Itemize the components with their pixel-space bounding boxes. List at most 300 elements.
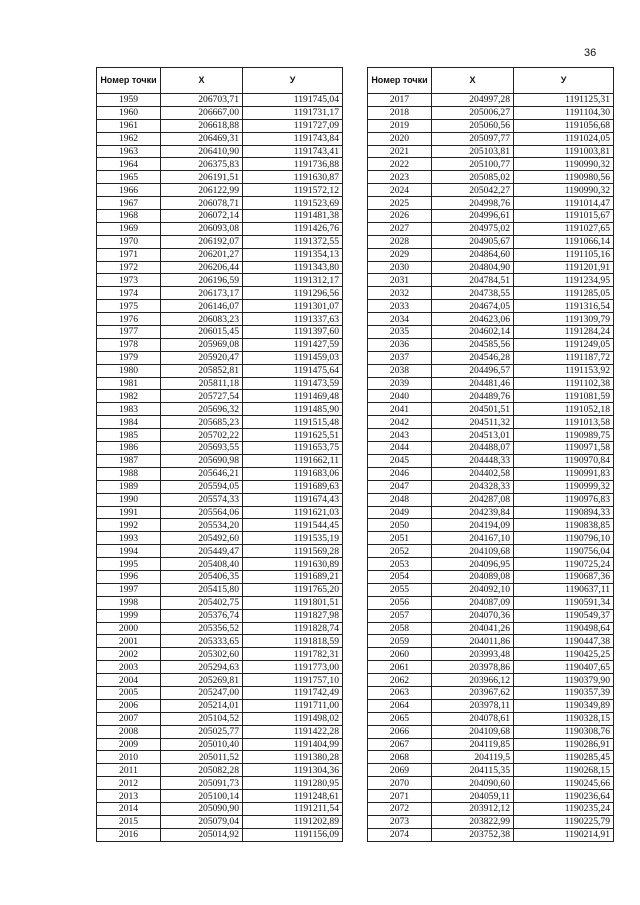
point-number-cell: 2033 — [368, 300, 432, 313]
point-number-cell: 2025 — [368, 197, 432, 210]
y-coordinate-cell: 1190725,24 — [514, 558, 614, 571]
x-coordinate-cell: 204239,84 — [432, 506, 514, 519]
point-number-cell: 1996 — [97, 570, 161, 583]
table-row — [368, 261, 614, 274]
point-number-cell: 2014 — [97, 802, 161, 815]
y-coordinate-cell: 1191202,89 — [243, 815, 343, 828]
y-coordinate-cell: 1191285,05 — [514, 287, 614, 300]
table-row — [97, 674, 343, 687]
table-row — [368, 274, 614, 287]
y-coordinate-cell: 1190268,15 — [514, 764, 614, 777]
point-number-cell: 2073 — [368, 815, 432, 828]
y-coordinate-cell: 1191801,51 — [243, 596, 343, 609]
x-coordinate-cell: 204511,32 — [432, 416, 514, 429]
x-coordinate-cell: 204089,08 — [432, 570, 514, 583]
point-number-cell: 1997 — [97, 583, 161, 596]
x-coordinate-cell: 204119,85 — [432, 738, 514, 751]
table-row — [368, 326, 614, 339]
point-number-cell: 2058 — [368, 622, 432, 635]
point-number-cell: 2004 — [97, 674, 161, 687]
x-coordinate-cell: 205811,18 — [161, 377, 243, 390]
point-number-cell: 2026 — [368, 210, 432, 223]
table-row — [97, 326, 343, 339]
point-number-cell: 2023 — [368, 171, 432, 184]
header-y: У — [514, 68, 614, 94]
y-coordinate-cell: 1190214,91 — [514, 828, 614, 841]
x-coordinate-cell: 206146,07 — [161, 300, 243, 313]
table-row — [97, 828, 343, 841]
table-row — [368, 596, 614, 609]
table-row — [97, 158, 343, 171]
x-coordinate-cell: 203978,86 — [432, 661, 514, 674]
point-number-cell: 2035 — [368, 326, 432, 339]
point-number-cell: 2010 — [97, 751, 161, 764]
x-coordinate-cell: 205103,81 — [432, 145, 514, 158]
point-number-cell: 1960 — [97, 106, 161, 119]
x-coordinate-cell: 205011,52 — [161, 751, 243, 764]
point-number-cell: 2031 — [368, 274, 432, 287]
x-coordinate-cell: 206206,44 — [161, 261, 243, 274]
point-number-cell: 2040 — [368, 390, 432, 403]
x-coordinate-cell: 204070,36 — [432, 609, 514, 622]
x-coordinate-cell: 204513,01 — [432, 429, 514, 442]
x-coordinate-cell: 206072,14 — [161, 210, 243, 223]
y-coordinate-cell: 1190357,39 — [514, 686, 614, 699]
point-number-cell: 2068 — [368, 751, 432, 764]
x-coordinate-cell: 204975,02 — [432, 222, 514, 235]
y-coordinate-cell: 1191818,59 — [243, 635, 343, 648]
x-coordinate-cell: 204328,33 — [432, 480, 514, 493]
table-row — [368, 751, 614, 764]
y-coordinate-cell: 1191485,90 — [243, 403, 343, 416]
point-number-cell: 1962 — [97, 132, 161, 145]
point-number-cell: 2051 — [368, 532, 432, 545]
y-coordinate-cell: 1191569,28 — [243, 545, 343, 558]
point-number-cell: 2057 — [368, 609, 432, 622]
point-number-cell: 1988 — [97, 467, 161, 480]
point-number-cell: 1992 — [97, 519, 161, 532]
table-row — [368, 725, 614, 738]
point-number-cell: 1999 — [97, 609, 161, 622]
table-row — [368, 635, 614, 648]
table-row — [368, 197, 614, 210]
point-number-cell: 2048 — [368, 493, 432, 506]
point-number-cell: 2011 — [97, 764, 161, 777]
table-row — [97, 648, 343, 661]
x-coordinate-cell: 204623,06 — [432, 313, 514, 326]
table-row — [97, 106, 343, 119]
y-coordinate-cell: 1191515,48 — [243, 416, 343, 429]
point-number-cell: 2007 — [97, 712, 161, 725]
x-coordinate-cell: 205090,90 — [161, 802, 243, 815]
point-number-cell: 1973 — [97, 274, 161, 287]
point-number-cell: 1968 — [97, 210, 161, 223]
point-number-cell: 1977 — [97, 326, 161, 339]
y-coordinate-cell: 1190235,24 — [514, 802, 614, 815]
y-coordinate-cell: 1190425,25 — [514, 648, 614, 661]
table-row — [97, 197, 343, 210]
point-number-cell: 2069 — [368, 764, 432, 777]
x-coordinate-cell: 205060,56 — [432, 119, 514, 132]
point-number-cell: 2022 — [368, 158, 432, 171]
y-coordinate-cell: 1191304,36 — [243, 764, 343, 777]
point-number-cell: 2008 — [97, 725, 161, 738]
x-coordinate-cell: 205702,22 — [161, 429, 243, 442]
point-number-cell: 2072 — [368, 802, 432, 815]
y-coordinate-cell: 1191104,30 — [514, 106, 614, 119]
point-number-cell: 2016 — [97, 828, 161, 841]
y-coordinate-cell: 1190980,56 — [514, 171, 614, 184]
y-coordinate-cell: 1190328,15 — [514, 712, 614, 725]
table-row — [368, 686, 614, 699]
x-coordinate-cell: 204585,56 — [432, 338, 514, 351]
x-coordinate-cell: 205006,27 — [432, 106, 514, 119]
y-coordinate-cell: 1191211,54 — [243, 802, 343, 815]
table-row — [97, 248, 343, 261]
y-coordinate-cell: 1191105,16 — [514, 248, 614, 261]
table-row — [97, 519, 343, 532]
x-coordinate-cell: 204011,86 — [432, 635, 514, 648]
y-coordinate-cell: 1190245,66 — [514, 777, 614, 790]
point-number-cell: 1998 — [97, 596, 161, 609]
y-coordinate-cell: 1190498,64 — [514, 622, 614, 635]
table-body-left — [97, 94, 343, 842]
x-coordinate-cell: 204804,90 — [432, 261, 514, 274]
table-row — [368, 467, 614, 480]
y-coordinate-cell: 1191683,06 — [243, 467, 343, 480]
x-coordinate-cell: 204059,11 — [432, 790, 514, 803]
point-number-cell: 2044 — [368, 442, 432, 455]
point-number-cell: 1985 — [97, 429, 161, 442]
header-point-number: Номер точки — [97, 68, 161, 94]
x-coordinate-cell: 206375,83 — [161, 158, 243, 171]
x-coordinate-cell: 206078,71 — [161, 197, 243, 210]
y-coordinate-cell: 1191773,00 — [243, 661, 343, 674]
x-coordinate-cell: 205594,05 — [161, 480, 243, 493]
point-number-cell: 2074 — [368, 828, 432, 841]
point-number-cell: 1978 — [97, 338, 161, 351]
x-coordinate-cell: 206173,17 — [161, 287, 243, 300]
x-coordinate-cell: 205646,21 — [161, 467, 243, 480]
y-coordinate-cell: 1190687,36 — [514, 570, 614, 583]
point-number-cell: 2066 — [368, 725, 432, 738]
point-number-cell: 1974 — [97, 287, 161, 300]
table-row — [97, 661, 343, 674]
table-row — [368, 699, 614, 712]
x-coordinate-cell: 206667,00 — [161, 106, 243, 119]
table-row — [97, 390, 343, 403]
y-coordinate-cell: 1190285,45 — [514, 751, 614, 764]
point-number-cell: 2000 — [97, 622, 161, 635]
point-number-cell: 1987 — [97, 454, 161, 467]
table-row — [97, 751, 343, 764]
y-coordinate-cell: 1190894,33 — [514, 506, 614, 519]
point-number-cell: 2046 — [368, 467, 432, 480]
x-coordinate-cell: 205025,77 — [161, 725, 243, 738]
table-row — [368, 351, 614, 364]
table-row — [368, 390, 614, 403]
point-number-cell: 2036 — [368, 338, 432, 351]
y-coordinate-cell: 1190991,83 — [514, 467, 614, 480]
y-coordinate-cell: 1191296,56 — [243, 287, 343, 300]
x-coordinate-cell: 204090,60 — [432, 777, 514, 790]
table-row — [97, 467, 343, 480]
x-coordinate-cell: 204496,57 — [432, 364, 514, 377]
point-number-cell: 1979 — [97, 351, 161, 364]
point-number-cell: 1983 — [97, 403, 161, 416]
x-coordinate-cell: 204115,35 — [432, 764, 514, 777]
x-coordinate-cell: 205564,06 — [161, 506, 243, 519]
x-coordinate-cell: 205091,73 — [161, 777, 243, 790]
table-row — [368, 338, 614, 351]
x-coordinate-cell: 204905,67 — [432, 235, 514, 248]
point-number-cell: 2070 — [368, 777, 432, 790]
y-coordinate-cell: 1191630,89 — [243, 558, 343, 571]
y-coordinate-cell: 1191662,11 — [243, 454, 343, 467]
x-coordinate-cell: 205920,47 — [161, 351, 243, 364]
point-number-cell: 2050 — [368, 519, 432, 532]
table-row — [368, 648, 614, 661]
x-coordinate-cell: 205406,35 — [161, 570, 243, 583]
y-coordinate-cell: 1191280,95 — [243, 777, 343, 790]
y-coordinate-cell: 1191481,38 — [243, 210, 343, 223]
x-coordinate-cell: 205690,98 — [161, 454, 243, 467]
table-row — [97, 802, 343, 815]
table-row — [368, 145, 614, 158]
table-row — [97, 119, 343, 132]
x-coordinate-cell: 204488,07 — [432, 442, 514, 455]
y-coordinate-cell: 1191052,18 — [514, 403, 614, 416]
x-coordinate-cell: 206703,71 — [161, 94, 243, 107]
table-row — [368, 454, 614, 467]
point-number-cell: 1961 — [97, 119, 161, 132]
point-number-cell: 2061 — [368, 661, 432, 674]
table-row — [368, 790, 614, 803]
point-number-cell: 2001 — [97, 635, 161, 648]
x-coordinate-cell: 204402,58 — [432, 467, 514, 480]
y-coordinate-cell: 1190976,83 — [514, 493, 614, 506]
table-row — [97, 313, 343, 326]
y-coordinate-cell: 1191674,43 — [243, 493, 343, 506]
x-coordinate-cell: 206410,90 — [161, 145, 243, 158]
x-coordinate-cell: 205214,01 — [161, 699, 243, 712]
table-row — [368, 480, 614, 493]
x-coordinate-cell: 204489,76 — [432, 390, 514, 403]
table-row — [368, 210, 614, 223]
y-coordinate-cell: 1190379,90 — [514, 674, 614, 687]
y-coordinate-cell: 1191003,81 — [514, 145, 614, 158]
y-coordinate-cell: 1191742,49 — [243, 686, 343, 699]
point-number-cell: 2012 — [97, 777, 161, 790]
x-coordinate-cell: 206093,08 — [161, 222, 243, 235]
table-row — [368, 777, 614, 790]
x-coordinate-cell: 205079,04 — [161, 815, 243, 828]
table-row — [368, 661, 614, 674]
x-coordinate-cell: 205685,23 — [161, 416, 243, 429]
table-row — [97, 506, 343, 519]
x-coordinate-cell: 204481,46 — [432, 377, 514, 390]
header-y: У — [243, 68, 343, 94]
x-coordinate-cell: 205727,54 — [161, 390, 243, 403]
x-coordinate-cell: 204119,5 — [432, 751, 514, 764]
table-header-row — [368, 68, 614, 94]
y-coordinate-cell: 1191156,09 — [243, 828, 343, 841]
coordinates-table-left — [96, 67, 343, 842]
point-number-cell: 1994 — [97, 545, 161, 558]
point-number-cell: 1969 — [97, 222, 161, 235]
table-row — [368, 300, 614, 313]
table-row — [368, 158, 614, 171]
table-row — [97, 222, 343, 235]
table-row — [368, 532, 614, 545]
point-number-cell: 2017 — [368, 94, 432, 107]
table-row — [368, 519, 614, 532]
point-number-cell: 2003 — [97, 661, 161, 674]
point-number-cell: 2015 — [97, 815, 161, 828]
point-number-cell: 2062 — [368, 674, 432, 687]
y-coordinate-cell: 1191827,98 — [243, 609, 343, 622]
y-coordinate-cell: 1191013,58 — [514, 416, 614, 429]
x-coordinate-cell: 204167,10 — [432, 532, 514, 545]
point-number-cell: 2047 — [368, 480, 432, 493]
table-row — [97, 635, 343, 648]
table-row — [97, 545, 343, 558]
y-coordinate-cell: 1190447,38 — [514, 635, 614, 648]
point-number-cell: 2020 — [368, 132, 432, 145]
table-row — [368, 416, 614, 429]
header-point-number: Номер точки — [368, 68, 432, 94]
y-coordinate-cell: 1191404,99 — [243, 738, 343, 751]
point-number-cell: 2021 — [368, 145, 432, 158]
x-coordinate-cell: 205097,77 — [432, 132, 514, 145]
header-x: X — [161, 68, 243, 94]
x-coordinate-cell: 204998,76 — [432, 197, 514, 210]
x-coordinate-cell: 205269,81 — [161, 674, 243, 687]
table-row — [368, 184, 614, 197]
x-coordinate-cell: 206015,45 — [161, 326, 243, 339]
table-row — [97, 351, 343, 364]
table-row — [97, 777, 343, 790]
point-number-cell: 1986 — [97, 442, 161, 455]
point-number-cell: 2028 — [368, 235, 432, 248]
x-coordinate-cell: 206469,31 — [161, 132, 243, 145]
table-row — [97, 442, 343, 455]
x-coordinate-cell: 205693,55 — [161, 442, 243, 455]
point-number-cell: 1982 — [97, 390, 161, 403]
y-coordinate-cell: 1190225,79 — [514, 815, 614, 828]
table-row — [368, 545, 614, 558]
table-row — [97, 454, 343, 467]
table-row — [97, 377, 343, 390]
y-coordinate-cell: 1191201,91 — [514, 261, 614, 274]
y-coordinate-cell: 1191354,13 — [243, 248, 343, 261]
point-number-cell: 1990 — [97, 493, 161, 506]
y-coordinate-cell: 1191372,55 — [243, 235, 343, 248]
table-row — [368, 313, 614, 326]
y-coordinate-cell: 1191187,72 — [514, 351, 614, 364]
point-number-cell: 2039 — [368, 377, 432, 390]
table-row — [97, 274, 343, 287]
y-coordinate-cell: 1190990,32 — [514, 184, 614, 197]
x-coordinate-cell: 205415,80 — [161, 583, 243, 596]
point-number-cell: 2027 — [368, 222, 432, 235]
table-row — [97, 364, 343, 377]
y-coordinate-cell: 1191475,64 — [243, 364, 343, 377]
y-coordinate-cell: 1190970,84 — [514, 454, 614, 467]
point-number-cell: 1991 — [97, 506, 161, 519]
x-coordinate-cell: 204109,68 — [432, 725, 514, 738]
table-row — [97, 596, 343, 609]
y-coordinate-cell: 1191380,28 — [243, 751, 343, 764]
y-coordinate-cell: 1191782,31 — [243, 648, 343, 661]
point-number-cell: 2005 — [97, 686, 161, 699]
point-number-cell: 1993 — [97, 532, 161, 545]
x-coordinate-cell: 205356,52 — [161, 622, 243, 635]
table-row — [97, 558, 343, 571]
y-coordinate-cell: 1191731,17 — [243, 106, 343, 119]
x-coordinate-cell: 205247,00 — [161, 686, 243, 699]
table-row — [97, 532, 343, 545]
point-number-cell: 1995 — [97, 558, 161, 571]
point-number-cell: 1975 — [97, 300, 161, 313]
point-number-cell: 2006 — [97, 699, 161, 712]
point-number-cell: 1989 — [97, 480, 161, 493]
x-coordinate-cell: 203752,38 — [432, 828, 514, 841]
y-coordinate-cell: 1191027,65 — [514, 222, 614, 235]
y-coordinate-cell: 1190971,58 — [514, 442, 614, 455]
x-coordinate-cell: 204096,95 — [432, 558, 514, 571]
table-row — [368, 583, 614, 596]
page-number: 36 — [584, 47, 597, 59]
table-row — [97, 403, 343, 416]
y-coordinate-cell: 1191422,28 — [243, 725, 343, 738]
y-coordinate-cell: 1191743,84 — [243, 132, 343, 145]
table-body-right — [368, 94, 614, 842]
point-number-cell: 1963 — [97, 145, 161, 158]
point-number-cell: 2063 — [368, 686, 432, 699]
y-coordinate-cell: 1191736,88 — [243, 158, 343, 171]
y-coordinate-cell: 1191469,48 — [243, 390, 343, 403]
table-row — [368, 674, 614, 687]
table-row — [97, 686, 343, 699]
table-row — [368, 94, 614, 107]
table-row — [97, 171, 343, 184]
y-coordinate-cell: 1190549,37 — [514, 609, 614, 622]
x-coordinate-cell: 206196,59 — [161, 274, 243, 287]
table-row — [97, 738, 343, 751]
x-coordinate-cell: 204092,10 — [432, 583, 514, 596]
table-row — [97, 583, 343, 596]
x-coordinate-cell: 205100,14 — [161, 790, 243, 803]
y-coordinate-cell: 1190838,85 — [514, 519, 614, 532]
y-coordinate-cell: 1191337,63 — [243, 313, 343, 326]
y-coordinate-cell: 1191765,20 — [243, 583, 343, 596]
point-number-cell: 2043 — [368, 429, 432, 442]
y-coordinate-cell: 1191743,41 — [243, 145, 343, 158]
point-number-cell: 1981 — [97, 377, 161, 390]
y-coordinate-cell: 1191125,31 — [514, 94, 614, 107]
table-row — [97, 712, 343, 725]
y-coordinate-cell: 1191309,79 — [514, 313, 614, 326]
point-number-cell: 1984 — [97, 416, 161, 429]
x-coordinate-cell: 204287,08 — [432, 493, 514, 506]
x-coordinate-cell: 204738,55 — [432, 287, 514, 300]
point-number-cell: 1965 — [97, 171, 161, 184]
x-coordinate-cell: 204546,28 — [432, 351, 514, 364]
x-coordinate-cell: 203978,11 — [432, 699, 514, 712]
y-coordinate-cell: 1191102,38 — [514, 377, 614, 390]
y-coordinate-cell: 1191343,80 — [243, 261, 343, 274]
